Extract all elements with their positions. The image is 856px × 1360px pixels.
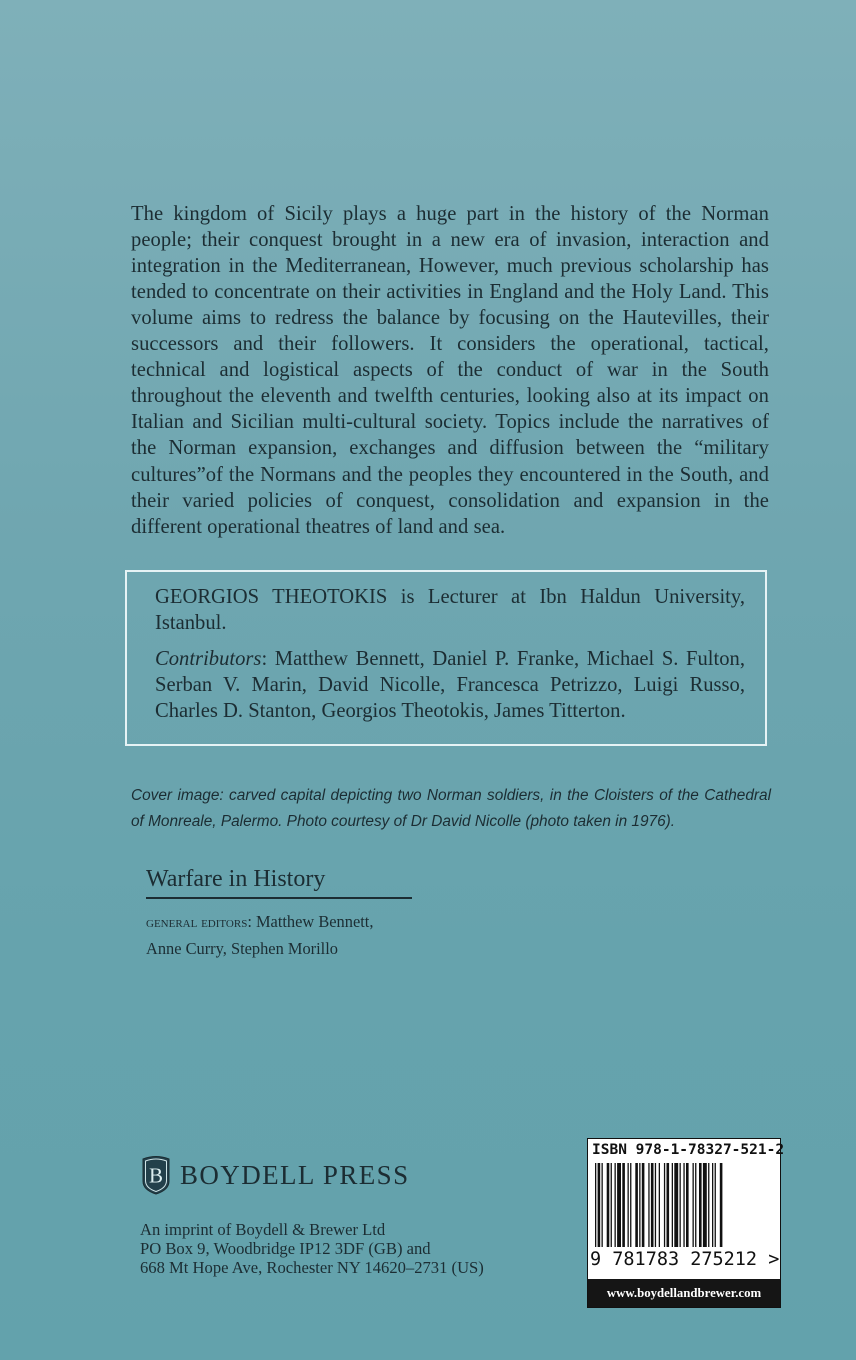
barcode-bar [602,1163,603,1247]
isbn-barcode-box [587,1138,785,1308]
cover-image-credit: Cover image: carved capital depicting two Norman soldiers, in the Cloisters of the Cathedral of Monreale, Palermo. Photo courtesy of Dr David Nicolle (photo taken in 1976). [131,787,771,831]
barcode-bar [664,1163,665,1247]
barcode-bar [595,1163,596,1247]
barcode-bar [659,1163,660,1247]
barcode-bar [720,1163,723,1247]
contributors-names: : Matthew Bennett, Daniel P. Franke, Michael S. Fulton, Serban V. Marin, David Nicolle, Francesca Petrizzo, Luigi Russo, Charles D. Stanton, Georgios Theotokis, James Titterton. [155,648,745,722]
isbn-label: ISBN 978-1-78327-521-2 [592,1142,785,1158]
imprint-line-2: PO Box 9, Woodbridge IP12 3DF (GB) and [140,1239,431,1259]
series-title: Warfare in History [146,863,412,899]
barcode-bar [715,1163,716,1247]
publisher-website: www.boydellandbrewer.com [588,1279,780,1307]
barcode-bar [672,1163,673,1247]
barcode-bar [648,1163,649,1247]
barcode-bar [635,1163,638,1247]
barcode [588,1161,780,1247]
barcode-bar [683,1163,684,1247]
barcode-bar [622,1163,625,1247]
editor-bio-box [125,570,767,746]
barcode-bar [651,1163,654,1247]
barcode-bar [642,1163,645,1247]
imprint-line-1: An imprint of Boydell & Brewer Ltd [140,1220,386,1239]
barcode-bar [712,1163,713,1247]
series-editors [146,909,412,961]
barcode-bar [703,1163,707,1247]
contributors-list [155,646,745,724]
barcode-bar [615,1163,616,1247]
barcode-bar [667,1163,670,1247]
barcode-bar [611,1163,612,1247]
imprint-line-3: 668 Mt Hope Ave, Rochester NY 14620–2731 (US) [140,1258,484,1278]
barcode-bar [695,1163,696,1247]
editors-line-1: : Matthew Bennett, [247,912,374,931]
barcode-bar [639,1163,640,1247]
barcode-bar [617,1163,621,1247]
publisher-logo-block [140,1155,409,1195]
barcode-bar [680,1163,681,1247]
barcode-bar [655,1163,656,1247]
barcode-bar [607,1163,610,1247]
book-description: The kingdom of Sicily plays a huge part in the history of the Norman people; their conquest brought in a new era of invasion, interaction and integration in the Mediterranean, However, much previous scholarship has tended to concentrate on their activities in England and the Holy Land. This volume aims to redress the balance by focusing on the Hautevilles, their successors and their followers. It considers the operational, tactical, technical and logistical aspects of the conduct of war in the South throughout the eleventh and twelfth centuries, looking also at its impact on Italian and Sicilian multi-cultural society. Topics include the narratives of the Norman expansion, exchanges and diffusion between the “military cultures”of the Normans and the peoples they encountered in the South, and their varied policies of conquest, consolidation and expansion in the different operational theatres of land and sea. [131,202,769,538]
barcode-bar [686,1163,689,1247]
barcode-bar [598,1163,601,1247]
publisher-name: BOYDELL PRESS [180,1160,410,1190]
editor-bio: GEORGIOS THEOTOKIS is Lecturer at Ibn Haldun University, Istanbul. [155,586,745,634]
barcode-bar [628,1163,629,1247]
barcode-bar [699,1163,702,1247]
barcode-bar [674,1163,678,1247]
editors-line-2: Anne Curry, Stephen Morillo [146,939,338,958]
boydell-press-logo-icon [140,1155,172,1195]
barcode-bar [708,1163,709,1247]
barcode-bar [630,1163,631,1247]
editors-label: general editors [146,915,248,931]
barcode-bar [693,1163,694,1247]
contributors-label: Contributors [155,648,262,670]
barcode-digits: 9 781783 275212 > [590,1249,780,1270]
publisher-address [140,1220,484,1278]
logo-letter: B [148,1163,164,1188]
series-block [146,863,412,961]
